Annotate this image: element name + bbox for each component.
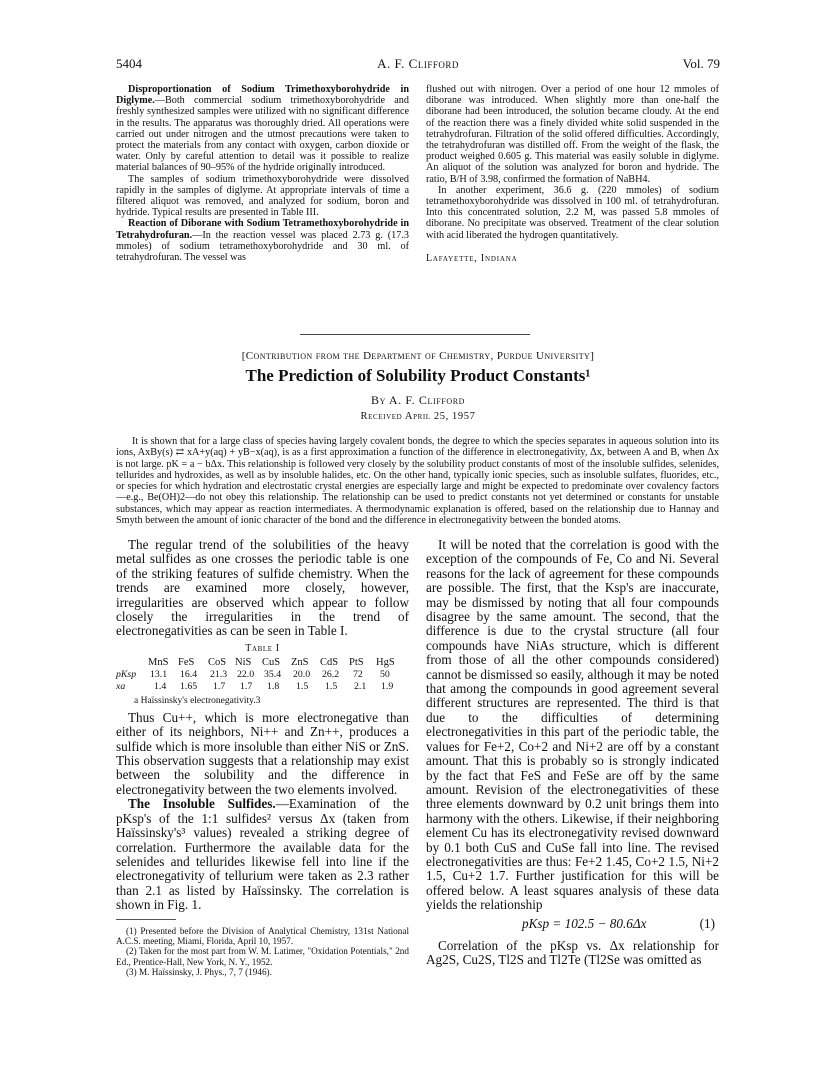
table-cell: 1.7: [240, 680, 253, 692]
table-header-cell: PtS: [349, 656, 364, 668]
table-cell: 13.1: [150, 668, 168, 680]
prev-article-right-column: [426, 84, 719, 264]
table-header-cell: HgS: [376, 656, 395, 668]
table-cell: 1.9: [381, 680, 394, 692]
running-header: [116, 56, 720, 74]
table-cell: 2.1: [354, 680, 367, 692]
prev-paragraph: flushed out with nitrogen. Over a period of one hour 12 mmoles of diborane was introduced. When slightly more than one-half the diborane had been introduced, the solution became cloudy. At the end of the reaction there was a finely divided white solid suspended in the tetrahydrofuran. Filtration of the solid offered difficulties. Accordingly, the tetrahydrofuran was distilled off. From the weight of the flask, the product weighed 0.605 g. This material was easily soluble in diglyme. An aliquot of the solution was analyzed for boron and hydride. The ratio, B/H of 3.98, confirmed the formation of NaBH4.: [426, 84, 719, 185]
table-row: [116, 681, 409, 693]
abstract: It is shown that for a large class of species having largely covalent bonds, the degree to which the species separates in aqueous solution into its ions, AxBy(s) ⇄ xA+y(aq) + yB−x(aq), is as a first approximation a function of the difference in electronegativity, Δx, between A and B, when Δx is not large. pK = a − bΔx. This relationship is followed very closely by the solubility product constants of most of the insoluble sulfides, selenides, tellurides and hydroxides, as well as by insoluble halides, etc. On the other hand, typically ionic species, such as insoluble sulfates, fluorides, etc., or species for which hydration and electrostatic crystal energies are especially large and might be expected to predominate over covalency factors—e.g., Be(OH)2—do not obey this relationship. The relationship can be used to predict constants not yet determined or constants for unstable substances, which may appear as reaction intermediates. A thermodynamic explanation is offered, based on the relationship due to Hannay and Smyth between the amount of ionic character of the bond and the difference in electronegativity between the bonded atoms.: [116, 436, 719, 527]
affiliation: Lafayette, Indiana: [426, 252, 518, 264]
prev-paragraph: Disproportionation of Sodium Trimethoxyborohydride in Diglyme.—Both commercial sodium trimethoxyborohydride and freshly synthesized samples were utilized with no significant difference in the results. The apparatus was thoroughly dried. All operations were carried out under nitrogen and the utmost precautions were taken to protect the materials from any contact with oxygen, carbon dioxide or water. Only by careful attention to detail was it possible to realize material balances of 90–95% of the hydride originally introduced.: [116, 84, 409, 174]
received-date: Received April 25, 1957: [360, 411, 476, 422]
body-paragraph: It will be noted that the correlation is good with the exception of the compounds of Fe, Co and Ni. Several reasons for the lack of agreement for these compounds are possible. The first, that the Ksp's are inaccurate, may be dismissed by noting that all four compounds disagree by the same amount. The second, that the difference is due to the crystal structure (all four compounds have NiAs structure, which is different from those of all the other compounds considered) cannot be dismissed so easily, although it may be noted that among the compounds in good agreement several different structures are represented. The third is that due to the difficulties of determining electronegativities in this part of the periodic table, the values for Fe+2, Co+2 and Ni+2 are off by a constant amount. That this is probably so is strongly indicated by the fact that FeS and FeSe are off by the same amount. Revision of the electronegativities of these three elements downward by 0.2 unit brings them into harmony with the others. Likewise, if their neighboring element Cu has its electronegativity revised downward by 0.1 both CuS and CuSe fall into line. The revised electronegativities are thus: Fe+2 1.45, Co+2 1.5, Ni+2 1.5, Cu+2 1.7. Further justification for this will be offered below. A least squares analysis of these data yields the relationship: [426, 537, 719, 913]
equation-number: (1): [699, 915, 715, 931]
body-paragraph: Correlation of the pKsp vs. Δx relationship for Ag2S, Cu2S, Tl2S and Tl2Te (Tl2Se was omitted as: [426, 937, 719, 967]
table-cell: 50: [380, 668, 390, 680]
table-cell: 22.0: [237, 668, 255, 680]
contribution-line: [Contribution from the Department of Chemistry, Purdue University]: [241, 350, 595, 362]
table-header-cell: CuS: [262, 656, 281, 668]
table-header-cell: CoS: [208, 656, 227, 668]
table-cell: 21.3: [210, 668, 228, 680]
table-cell: 1.5: [296, 680, 309, 692]
table-header-cell: ZnS: [291, 656, 309, 668]
table-caption: Table I: [245, 642, 280, 654]
footnote: (3) M. Haïssinsky, J. Phys., 7, 7 (1946).: [126, 967, 272, 978]
table-cell: 20.0: [293, 668, 311, 680]
volume-label: Vol. 79: [682, 56, 720, 71]
byline: By A. F. Clifford: [370, 393, 466, 407]
footnote: (2) Taken for the most part from W. M. Latimer, "Oxidation Potentials," 2nd Ed., Prentice-Hall, New York, N. Y., 1952.: [116, 946, 409, 967]
section-heading: Disproportionation of Sodium Trimethoxyborohydride in Diglyme.: [116, 84, 409, 107]
footnotes: [116, 926, 409, 978]
row-label: xa: [116, 680, 126, 692]
table-cell: 35.4: [264, 668, 282, 680]
table-header-cell: FeS: [178, 656, 195, 668]
body-paragraph: The Insoluble Sulfides.—Examination of the pKsp's of the 1:1 sulfides² versus Δx (taken from Haïssinsky's³ values) revealed a striking degree of correlation. Furthermore the available data for the selenides and tellurides likewise fell into line if the electronegativity of tellurium were taken as 2.3 rather than 2.1 as listed by Haïssinsky. The correlation is shown in Fig. 1.: [116, 796, 410, 913]
table-footnote: a Haïssinsky's electronegativity.3: [134, 695, 261, 706]
prev-article-left-column: [116, 84, 409, 263]
section-heading: The Insoluble Sulfides.: [128, 796, 276, 812]
prev-paragraph: The samples of sodium trimethoxyborohydride were dissolved rapidly in the samples of diglyme. At appropriate intervals of time a filtered aliquot was removed, and analyzed for sodium, boron and hydride. Typical results are presented in Table III.: [116, 173, 409, 219]
table-header-cell: CdS: [320, 656, 339, 668]
table-cell: 1.65: [180, 680, 198, 692]
section-heading: Reaction of Diborane with Sodium Tetramethoxyborohydride in Tetrahydrofuran.: [116, 218, 409, 241]
article-title: The Prediction of Solubility Product Constants¹: [245, 366, 591, 385]
table-1: [116, 643, 409, 707]
page-number: 5404: [116, 56, 142, 71]
body-paragraph: The regular trend of the solubilities of the heavy metal sulfides as one crosses the periodic table is one of the striking features of sulfide chemistry. When the trends are examined more closely, however, irregularities are observed which appear to follow closely the irregularities in the trend of electronegativities as can be seen in Table I.: [116, 537, 409, 639]
equation-text: pKsp = 102.5 − 80.6Δx: [522, 915, 647, 931]
article-divider: [300, 334, 530, 335]
table-cell: 1.4: [154, 680, 167, 692]
equation-1: [426, 917, 719, 935]
table-header-row: [116, 657, 409, 669]
running-author: A. F. Clifford: [377, 56, 459, 71]
table-header-cell: MnS: [148, 656, 169, 668]
footnote-divider: [116, 919, 176, 920]
table-cell: 1.8: [267, 680, 280, 692]
prev-paragraph: Reaction of Diborane with Sodium Tetramethoxyborohydride in Tetrahydrofuran.—In the reaction vessel was placed 2.73 g. (17.3 mmoles) of sodium tetramethoxyborohydride and 30 ml. of tetrahydrofuran. The vessel was: [116, 218, 409, 264]
table-cell: 1.7: [213, 680, 226, 692]
main-right-column: [426, 538, 719, 967]
footnote: (1) Presented before the Division of Analytical Chemistry, 131st National A.C.S. meeting, Miami, Florida, April 10, 1957.: [116, 925, 409, 946]
table-cell: 72: [353, 668, 363, 680]
prev-paragraph: In another experiment, 36.6 g. (220 mmoles) of sodium tetramethoxyborohydride was dissolved in 100 ml. of tetrahydrofuran. Into this concentrated solution, 2.2 M, was passed 5.8 mmoles of diborane. No precipitate was observed. Treatment of the clear solution with acid liberated the hydrogen quantitatively.: [426, 184, 719, 241]
table-cell: 16.4: [180, 668, 198, 680]
table-row: [116, 669, 409, 681]
table-cell: 1.5: [325, 680, 338, 692]
body-paragraph: Thus Cu++, which is more electronegative than either of its neighbors, Ni++ and Zn++, produces a sulfide which is more insoluble than either NiS or ZnS. This observation suggests that a relationship may exist between the solubility and the difference in electronegativity between the two elements involved.: [116, 709, 409, 797]
table-cell: 26.2: [322, 668, 340, 680]
table-header-cell: NiS: [235, 656, 252, 668]
row-label: pKsp: [116, 668, 137, 680]
main-left-column: [116, 538, 409, 978]
